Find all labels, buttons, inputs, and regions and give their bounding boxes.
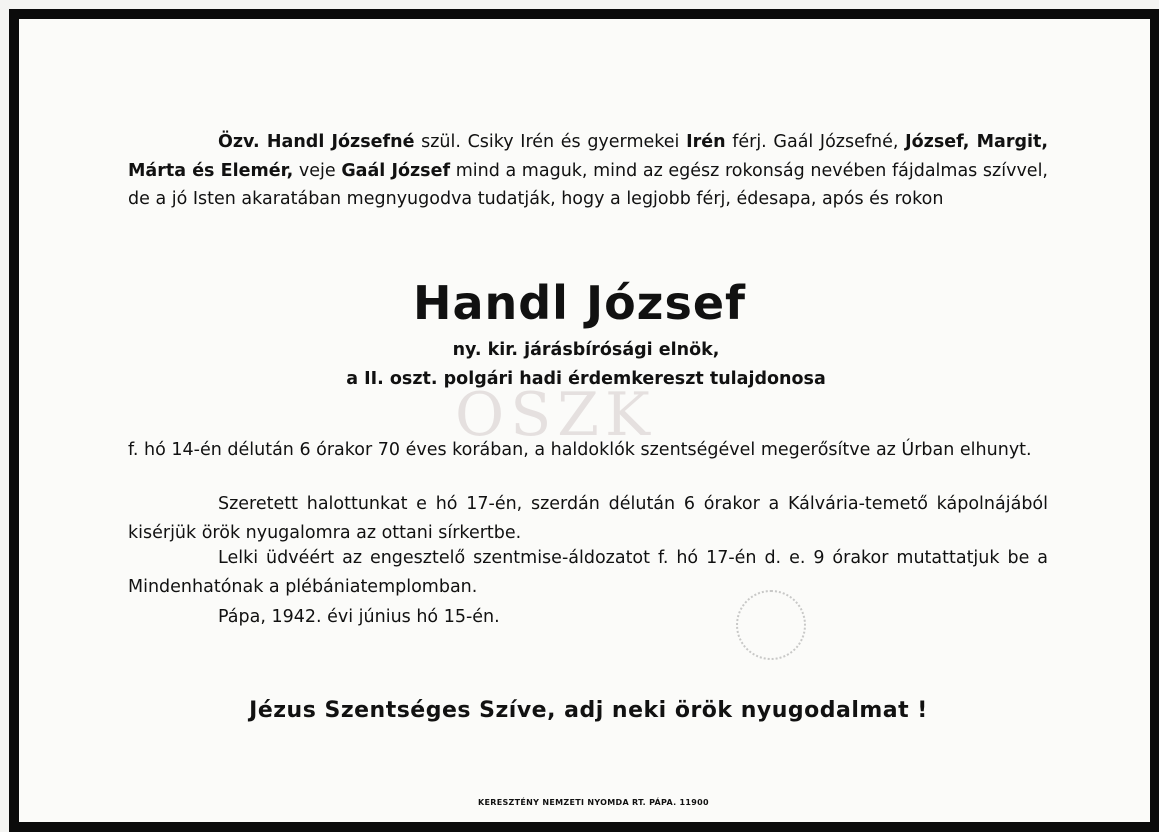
son-in-law-name: Gaál József [341, 160, 451, 181]
mass-paragraph: Lelki üdvéért az engesztelő szentmise-áldozatot f. hó 17-én d. e. 9 órakor mutattatjuk be a Mindenhatónak a plébániatemplomban. [128, 548, 1048, 597]
son-in-law-label: veje [293, 160, 342, 181]
place-date: Pápa, 1942. évi június hó 15-én. [218, 607, 500, 627]
widow-birth-name: szül. Csiky Irén és gyermekei [414, 132, 687, 152]
printer-imprint: KERESZTÉNY NEMZETI NYOMDA RT. PÁPA. 11900 [478, 798, 709, 807]
intro-rest: mind a maguk, mind az egész rokonság nevében fájdalmas szívvel, de a jó Isten akaratában megnyugodva tudatják, hogy a legjobb férj, édesapa, após és rokon [128, 160, 1048, 209]
deceased-title-2: a II. oszt. polgári hadi érdemkereszt tulajdonosa [346, 369, 826, 389]
child-iren: Irén [686, 132, 726, 152]
widow-name: Özv. Handl Józsefné [218, 132, 415, 152]
library-watermark: OSZK [455, 380, 656, 450]
funeral-paragraph: Szeretett halottunkat e hó 17-én, szerdán délután 6 órakor a Kálvária-temető kápolnájából kisérjük örök nyugalomra az ottani sírkertbe. [128, 494, 1048, 543]
announcement-intro [128, 128, 1048, 214]
deceased-name: Handl József [412, 276, 747, 330]
child-iren-spouse: férj. Gaál Józsefné, [725, 132, 906, 152]
closing-prayer: Jézus Szentséges Szíve, adj neki örök nyugodalmat ! [249, 698, 928, 723]
deceased-title-1: ny. kir. járásbírósági elnök, [452, 340, 720, 360]
death-paragraph: f. hó 14-én délután 6 órakor 70 éves korában, a haldoklók szentségével megerősítve az Úrban elhunyt. [128, 440, 1032, 460]
children-names: József, Margit, Márta és Elemér, [128, 132, 1048, 181]
